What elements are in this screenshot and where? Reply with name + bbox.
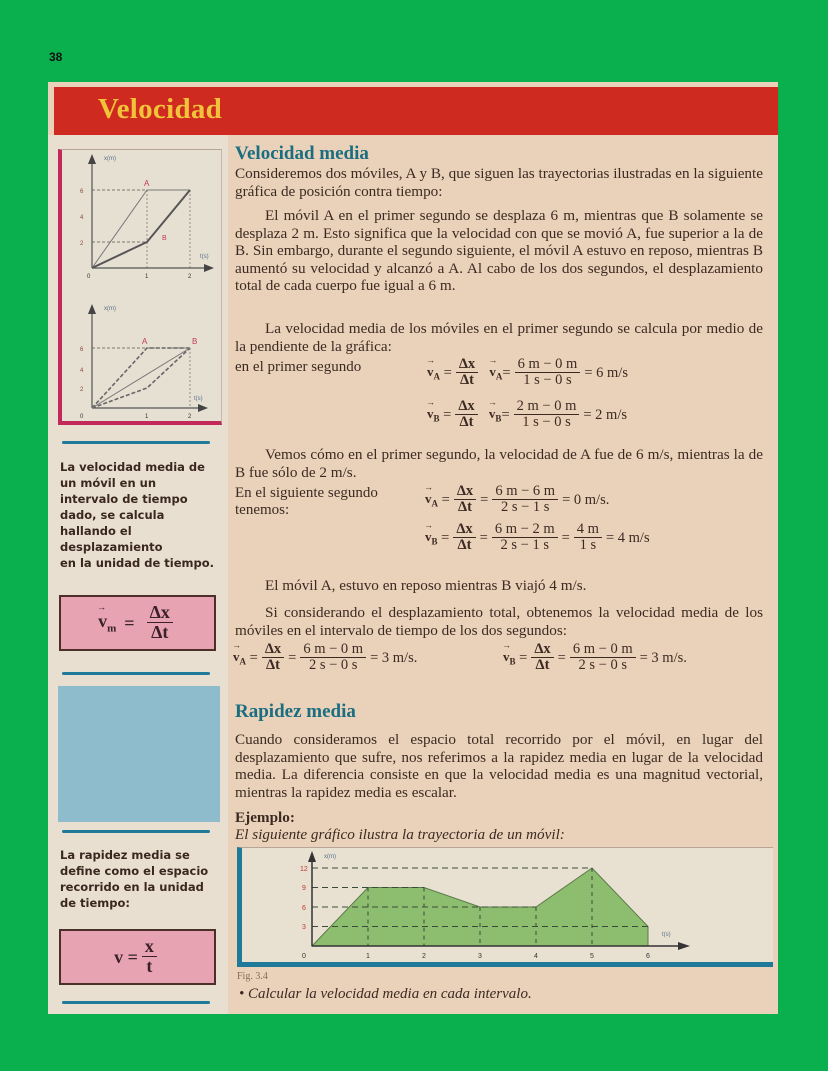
svg-text:t(s): t(s): [194, 396, 203, 402]
example-text: El siguiente gráfico ilustra la trayectoria de un móvil:: [235, 826, 565, 843]
speed-definition-note: La rapidez media se define como el espacio recorrido en la unidad de tiempo:: [60, 848, 209, 910]
svg-text:6: 6: [80, 347, 84, 353]
position-time-chart: [237, 847, 773, 967]
figure-caption: Fig. 3.4: [237, 971, 268, 982]
divider: [62, 1001, 210, 1004]
svg-text:t(s): t(s): [662, 932, 671, 938]
graph-top: [88, 154, 214, 272]
svg-text:2: 2: [188, 274, 192, 280]
svg-text:3: 3: [478, 953, 482, 960]
header-band: [54, 87, 778, 135]
page-number: 38: [49, 50, 63, 64]
svg-text:A: A: [144, 179, 150, 188]
svg-text:2: 2: [80, 387, 84, 393]
next-second-label: En el siguiente segundo tenemos:: [235, 485, 378, 518]
position-time-graphs: [58, 149, 222, 425]
svg-text:x(m): x(m): [324, 854, 336, 860]
paragraph: El móvil A, estuvo en reposo mientras B viajó 4 m/s.: [265, 577, 587, 594]
svg-text:t(s): t(s): [200, 254, 209, 260]
section-title-velocidad-media: Velocidad media: [235, 143, 369, 164]
svg-text:2: 2: [80, 241, 84, 247]
svg-text:6: 6: [302, 905, 306, 912]
average-velocity-formula: → $v_m$ = $\frac{\Delta x}{\Delta t}$: [59, 595, 216, 651]
example-label: Ejemplo:: [235, 809, 295, 826]
paragraph: Consideremos dos móviles, A y B, que siguen las trayectorias ilustradas en la siguiente gráfica de posición contra tiempo:: [235, 165, 763, 200]
svg-text:B: B: [162, 235, 167, 242]
equation-va-total: → $v_A$ = $\frac{\Delta x}{\Delta t}$ = $\frac{6 m - 0 m}{2 s - 0 s}$ = 3 m/s.: [233, 642, 417, 674]
svg-text:1: 1: [145, 414, 149, 420]
equation-vb-total: → $v_B$ = $\frac{\Delta x}{\Delta t}$ = $\frac{6 m - 0 m}{2 s - 0 s}$ = 3 m/s.: [503, 642, 687, 674]
svg-text:B: B: [192, 337, 198, 346]
blue-image-placeholder: [58, 686, 220, 822]
paragraph: Si considerando el desplazamiento total, obtenemos la velocidad media de los móviles en el intervalo de tiempo de los dos segundos:: [235, 604, 763, 639]
page-title: Velocidad: [98, 93, 223, 125]
svg-text:2: 2: [188, 414, 192, 420]
svg-text:6: 6: [646, 953, 650, 960]
left-sidebar: [48, 135, 228, 1014]
average-speed-formula: v = $\frac{x}{t}$: [59, 929, 216, 985]
chart-svg: [242, 848, 773, 963]
textbook-page: [48, 82, 778, 1014]
svg-text:0: 0: [87, 274, 91, 280]
svg-text:A: A: [142, 337, 148, 346]
svg-text:2: 2: [422, 953, 426, 960]
first-second-label: en el primer segundo: [235, 359, 362, 375]
divider: [62, 672, 210, 675]
paragraph: La velocidad media de los móviles en el primer segundo se calcula por medio de la pendiente de la gráfica:: [235, 320, 763, 355]
svg-text:0: 0: [302, 953, 306, 960]
paragraph: Vemos cómo en el primer segundo, la velocidad de A fue de 6 m/s, mientras la de B fue sólo de 2 m/s.: [235, 446, 763, 481]
svg-text:x(m): x(m): [104, 156, 116, 162]
equation-va-next-second: → $v_A$ = $\frac{\Delta x}{\Delta t}$ = $\frac{6 m - 6 m}{2 s - 1 s}$ = 0 m/s.: [425, 484, 609, 516]
svg-text:4: 4: [80, 368, 84, 374]
svg-text:4: 4: [534, 953, 538, 960]
velocity-definition-note: La velocidad media de un móvil en un intervalo de tiempo dado, se calcula hallando el desplazamiento en la unidad de tiempo.: [60, 460, 214, 570]
exercise-bullet: • Calcular la velocidad media en cada intervalo.: [239, 986, 532, 1002]
graph-bottom: [88, 304, 208, 412]
section-title-rapidez-media: Rapidez media: [235, 701, 356, 722]
equation-va-first-second: → $v_A$ = $\frac{\Delta x}{\Delta t}$ → $v_A$ = $\frac{6 m - 0 m}{1 s - 0 s}$ = 6 m/s: [427, 357, 628, 389]
svg-text:3: 3: [302, 924, 306, 931]
equation-vb-first-second: → $v_B$ = $\frac{\Delta x}{\Delta t}$ → $v_B$ = $\frac{2 m - 0 m}{1 s - 0 s}$ = 2 m/s: [427, 399, 627, 431]
svg-text:5: 5: [590, 953, 594, 960]
svg-text:6: 6: [80, 189, 84, 195]
svg-text:9: 9: [302, 885, 306, 892]
svg-text:1: 1: [145, 274, 149, 280]
paragraph: El móvil A en el primer segundo se desplaza 6 m, mientras que B solamente se desplaza 2 m. Esto significa que la velocidad con que se movió A, fue superior a la de B. Sin embargo, durante el segundo siguiente, el móvil A estuvo en reposo, mientras B aumentó su velocidad y alcanzó a A. Al cabo de los dos segundos, el desplazamiento total de cada cuerpo fue igual a 6 m.: [235, 207, 763, 295]
svg-text:x(m): x(m): [104, 306, 116, 312]
graphs-svg: [62, 150, 222, 422]
paragraph: Cuando consideramos el espacio total recorrido por el móvil, en lugar del desplazamiento que sufre, nos referimos a la rapidez media en lugar de la velocidad media. La diferencia consiste en que la velocidad media es una magnitud vectorial, mientras la rapidez media es escalar.: [235, 731, 763, 801]
equation-vb-next-second: → $v_B$ = $\frac{\Delta x}{\Delta t}$ = $\frac{6 m - 2 m}{2 s - 1 s}$ = $\frac{4 m}{1 s}$ = 4 m/s: [425, 522, 650, 554]
svg-text:1: 1: [366, 953, 370, 960]
svg-text:0: 0: [80, 414, 84, 420]
divider: [62, 441, 210, 444]
divider: [62, 830, 210, 833]
svg-text:12: 12: [300, 866, 308, 873]
svg-text:4: 4: [80, 215, 84, 221]
